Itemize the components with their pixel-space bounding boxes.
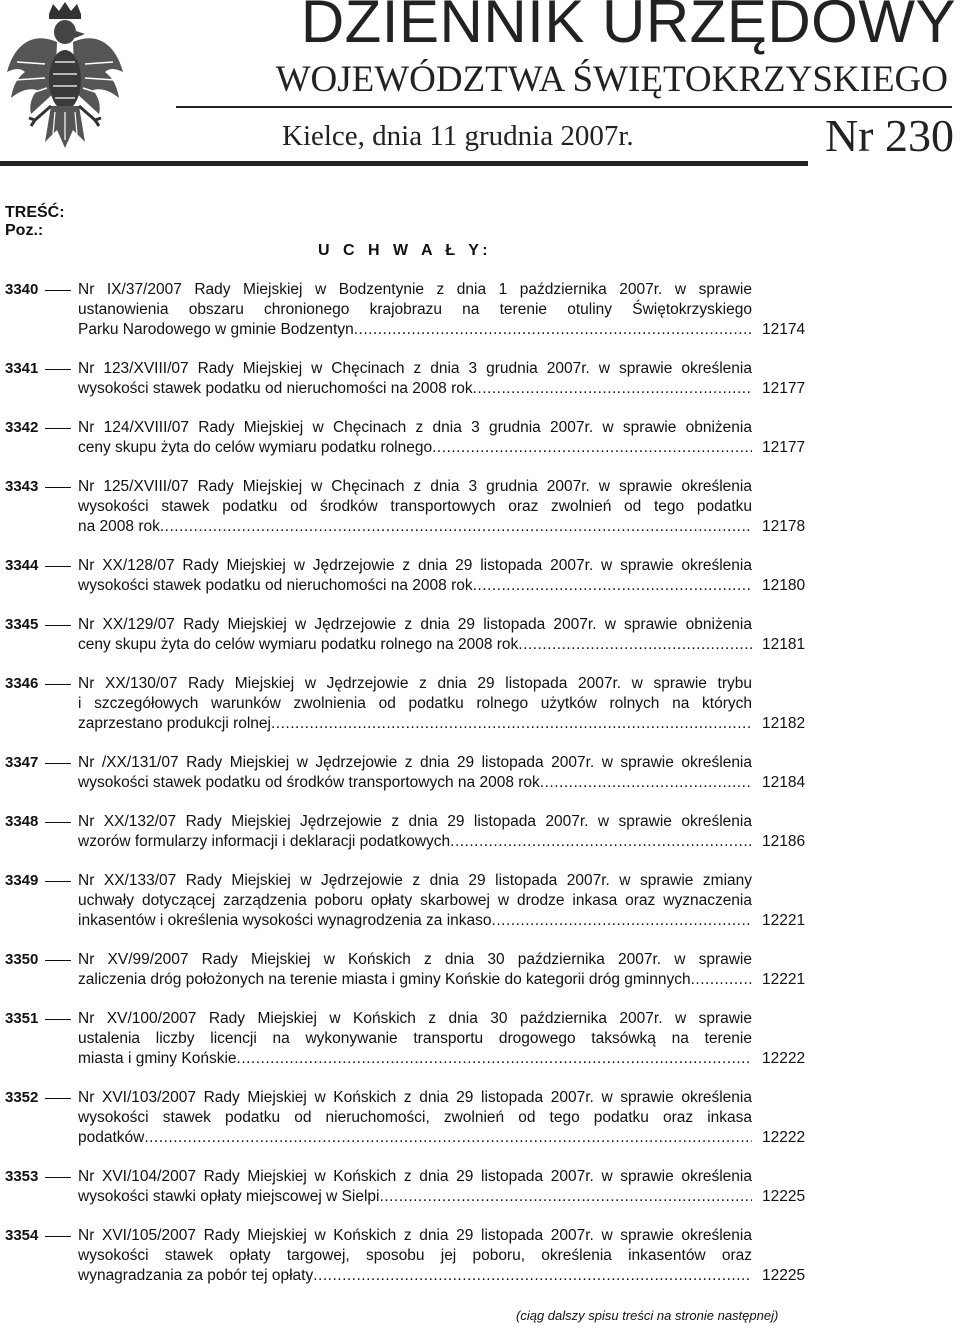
entry-line: Nr 123/XVIII/07 Rady Miejskiej w Chęcinach z dnia 3 grudnia 2007r. w sprawie określenia <box>78 360 752 377</box>
entry-line: wysokości stawek podatku od nieruchomości, zwolnień od tego podatku oraz inkasa <box>78 1109 752 1126</box>
entry-line-last: Parku Narodowego w gminie Bodzentyn <box>78 321 354 338</box>
entry-dash <box>45 566 71 567</box>
dot-leader <box>271 714 752 734</box>
entry-dash <box>45 1177 71 1178</box>
toc-entry <box>0 1009 960 1069</box>
entry-page-number: 12180 <box>762 577 806 594</box>
journal-title: DZIENNIK URZĘDOWY <box>300 0 956 55</box>
entry-dash <box>45 822 71 823</box>
masthead <box>0 0 960 190</box>
entry-page-number: 12181 <box>762 636 806 653</box>
toc-entry <box>0 674 960 734</box>
entry-dash <box>45 428 71 429</box>
entry-dash <box>45 960 71 961</box>
entry-line-last: wysokości stawek podatku od nieruchomości na 2008 rok <box>78 577 473 594</box>
entry-dash <box>45 290 71 291</box>
entry-number: 3351 <box>5 1010 39 1027</box>
entry-page-number: 12178 <box>762 518 806 535</box>
entry-number: 3349 <box>5 872 39 889</box>
journal-subtitle: WOJEWÓDZTWA ŚWIĘTOKRZYSKIEGO <box>275 59 948 100</box>
entry-line: wysokości stawek podatku od środków transportowych oraz zwolnień od tego podatku <box>78 498 752 515</box>
entry-page-number: 12177 <box>762 380 806 397</box>
entry-number: 3348 <box>5 813 39 830</box>
entry-line-last: zaprzestano produkcji rolnej <box>78 715 271 732</box>
entry-line-last: ceny skupu żyta do celów wymiaru podatku rolnego <box>78 439 433 456</box>
position-label: Poz.: <box>5 222 44 239</box>
entry-dash <box>45 1019 71 1020</box>
toc-entry <box>0 418 960 458</box>
entry-dash <box>45 763 71 764</box>
dot-leader <box>160 517 752 537</box>
entry-dash <box>45 487 71 488</box>
toc-entry <box>0 950 960 990</box>
entry-line: Nr XV/100/2007 Rady Miejskiej w Końskich z dnia 30 października 2007r. w sprawie <box>78 1010 752 1027</box>
entry-page-number: 12186 <box>762 833 806 850</box>
toc-entry <box>0 615 960 655</box>
entry-description <box>78 615 752 655</box>
entry-line: Nr XX/132/07 Rady Miejskiej Jędrzejowie z dnia 29 listopada 2007r. w sprawie określenia <box>78 813 752 830</box>
dot-leader <box>432 438 752 458</box>
dot-leader <box>354 320 752 340</box>
toc-entry <box>0 556 960 596</box>
entry-line: Nr XVI/103/2007 Rady Miejskiej w Końskich z dnia 29 listopada 2007r. w sprawie określenia <box>78 1089 752 1106</box>
entry-line: Nr /XX/131/07 Rady Miejskiej w Jędrzejowie z dnia 29 listopada 2007r. w sprawie określenia <box>78 754 752 771</box>
entry-page-number: 12184 <box>762 774 806 791</box>
header-divider-thick <box>0 161 808 166</box>
dot-leader <box>473 379 752 399</box>
entry-line: ustalenia liczby licencji na wykonywanie transportu drogowego taksówką na terenie <box>78 1030 752 1047</box>
entry-number: 3352 <box>5 1089 39 1106</box>
toc-entry <box>0 477 960 537</box>
toc-entry <box>0 812 960 852</box>
entry-dash <box>45 881 71 882</box>
entry-line-last: inkasentów i określenia wysokości wynagrodzenia za inkaso <box>78 912 492 929</box>
entry-number: 3340 <box>5 281 39 298</box>
entry-page-number: 12225 <box>762 1188 806 1205</box>
entry-line: Nr XV/99/2007 Rady Miejskiej w Końskich z dnia 30 października 2007r. w sprawie <box>78 951 752 968</box>
entry-description <box>78 1088 752 1148</box>
entry-line-last: na 2008 rok <box>78 518 160 535</box>
entry-dash <box>45 1236 71 1237</box>
entry-number: 3342 <box>5 419 39 436</box>
polish-eagle-emblem <box>4 2 126 152</box>
toc-entry <box>0 280 960 340</box>
entry-number: 3344 <box>5 557 39 574</box>
entry-line-last: miasta i gminy Końskie <box>78 1050 237 1067</box>
entry-description <box>78 871 752 931</box>
entry-page-number: 12222 <box>762 1050 806 1067</box>
toc-entry <box>0 753 960 793</box>
entry-number: 3354 <box>5 1227 39 1244</box>
dot-leader <box>380 1187 753 1207</box>
toc-entry <box>0 359 960 399</box>
entry-number: 3345 <box>5 616 39 633</box>
entry-description <box>78 280 752 340</box>
entry-page-number: 12222 <box>762 1129 806 1146</box>
entry-description <box>78 1009 752 1069</box>
continuation-note: (ciąg dalszy spisu treści na stronie następnej) <box>516 1308 779 1323</box>
entry-page-number: 12221 <box>762 912 806 929</box>
entry-description <box>78 1167 752 1207</box>
entry-line: Nr IX/37/2007 Rady Miejskiej w Bodzentynie z dnia 1 października 2007r. w sprawie <box>78 281 752 298</box>
entry-dash <box>45 684 71 685</box>
entry-number: 3341 <box>5 360 39 377</box>
entry-number: 3346 <box>5 675 39 692</box>
entry-description <box>78 812 752 852</box>
dot-leader <box>473 576 752 596</box>
entry-dash <box>45 369 71 370</box>
entry-description <box>78 753 752 793</box>
dot-leader <box>237 1049 752 1069</box>
dot-leader <box>540 773 752 793</box>
header-divider-thin <box>176 106 952 108</box>
toc-heading: TREŚĆ: <box>5 204 65 221</box>
dot-leader <box>144 1128 752 1148</box>
issue-number: Nr 230 <box>824 110 954 161</box>
entry-line: Nr 125/XVIII/07 Rady Miejskiej w Chęcinach z dnia 3 grudnia 2007r. w sprawie określenia <box>78 478 752 495</box>
entry-line-last: ceny skupu żyta do celów wymiaru podatku rolnego na 2008 rok <box>78 636 519 653</box>
dot-leader <box>492 911 752 931</box>
entry-number: 3343 <box>5 478 39 495</box>
entry-description <box>78 950 752 990</box>
entry-line-last: wzorów formularzy informacji i deklaracji podatkowych <box>78 833 451 850</box>
entry-line-last: wysokości stawek podatku od środków transportowych na 2008 rok <box>78 774 540 791</box>
section-title: U C H W A Ł Y: <box>318 242 493 259</box>
entry-number: 3347 <box>5 754 39 771</box>
toc-entry <box>0 1088 960 1148</box>
entry-description <box>78 477 752 537</box>
entry-line: wysokości stawek opłaty targowej, sposobu jej poboru, określenia inkasentów oraz <box>78 1247 752 1264</box>
entry-description <box>78 418 752 458</box>
entry-line: i szczegółowych warunków zwolnienia od podatku rolnego użytków rolnych na których <box>78 695 752 712</box>
dot-leader <box>313 1266 752 1286</box>
entry-line: ustanowienia obszaru chronionego krajobrazu na terenie otuliny Świętokrzyskiego <box>78 301 752 318</box>
entry-line: Nr XVI/104/2007 Rady Miejskiej w Końskich z dnia 29 listopada 2007r. w sprawie określenia <box>78 1168 752 1185</box>
entry-number: 3350 <box>5 951 39 968</box>
entry-line: Nr XVI/105/2007 Rady Miejskiej w Końskich z dnia 29 listopada 2007r. w sprawie określenia <box>78 1227 752 1244</box>
entry-line-last: wysokości stawki opłaty miejscowej w Sielpi <box>78 1188 380 1205</box>
entry-page-number: 12174 <box>762 321 806 338</box>
entry-page-number: 12182 <box>762 715 806 732</box>
entry-dash <box>45 625 71 626</box>
dot-leader <box>518 635 752 655</box>
entry-dash <box>45 1098 71 1099</box>
entry-page-number: 12177 <box>762 439 806 456</box>
entry-line-last: podatków <box>78 1129 145 1146</box>
entry-line: Nr 124/XVIII/07 Rady Miejskiej w Chęcinach z dnia 3 grudnia 2007r. w sprawie obniżenia <box>78 419 752 436</box>
entry-line: Nr XX/128/07 Rady Miejskiej w Jędrzejowie z dnia 29 listopada 2007r. w sprawie określenia <box>78 557 752 574</box>
toc-entry <box>0 1226 960 1286</box>
entry-line-last: wysokości stawek podatku od nieruchomości na 2008 rok <box>78 380 473 397</box>
entry-page-number: 12225 <box>762 1267 806 1284</box>
entry-description <box>78 674 752 734</box>
entry-line: uchwały dotyczącej zarządzenia poboru opłaty skarbowej w drodze inkasa oraz wyznaczenia <box>78 892 752 909</box>
entry-description <box>78 359 752 399</box>
entry-number: 3353 <box>5 1168 39 1185</box>
entry-line-last: zaliczenia dróg położonych na terenie miasta i gminy Końskie do kategorii dróg gminnych <box>78 971 691 988</box>
entry-line: Nr XX/133/07 Rady Miejskiej w Jędrzejowie z dnia 29 listopada 2007r. w sprawie zmiany <box>78 872 752 889</box>
entry-line: Nr XX/130/07 Rady Miejskiej w Jędrzejowie z dnia 29 listopada 2007r. w sprawie trybu <box>78 675 752 692</box>
entry-description <box>78 1226 752 1286</box>
toc-entry <box>0 1167 960 1207</box>
toc-entry <box>0 871 960 931</box>
entry-line-last: wynagradzania za pobór tej opłaty <box>78 1267 314 1284</box>
entry-page-number: 12221 <box>762 971 806 988</box>
dot-leader <box>691 970 752 990</box>
issue-date: Kielce, dnia 11 grudnia 2007r. <box>282 120 634 152</box>
dot-leader <box>450 832 752 852</box>
toc-list <box>0 280 960 1286</box>
entry-description <box>78 556 752 596</box>
entry-line: Nr XX/129/07 Rady Miejskiej w Jędrzejowie z dnia 29 listopada 2007r. w sprawie obniżenia <box>78 616 752 633</box>
